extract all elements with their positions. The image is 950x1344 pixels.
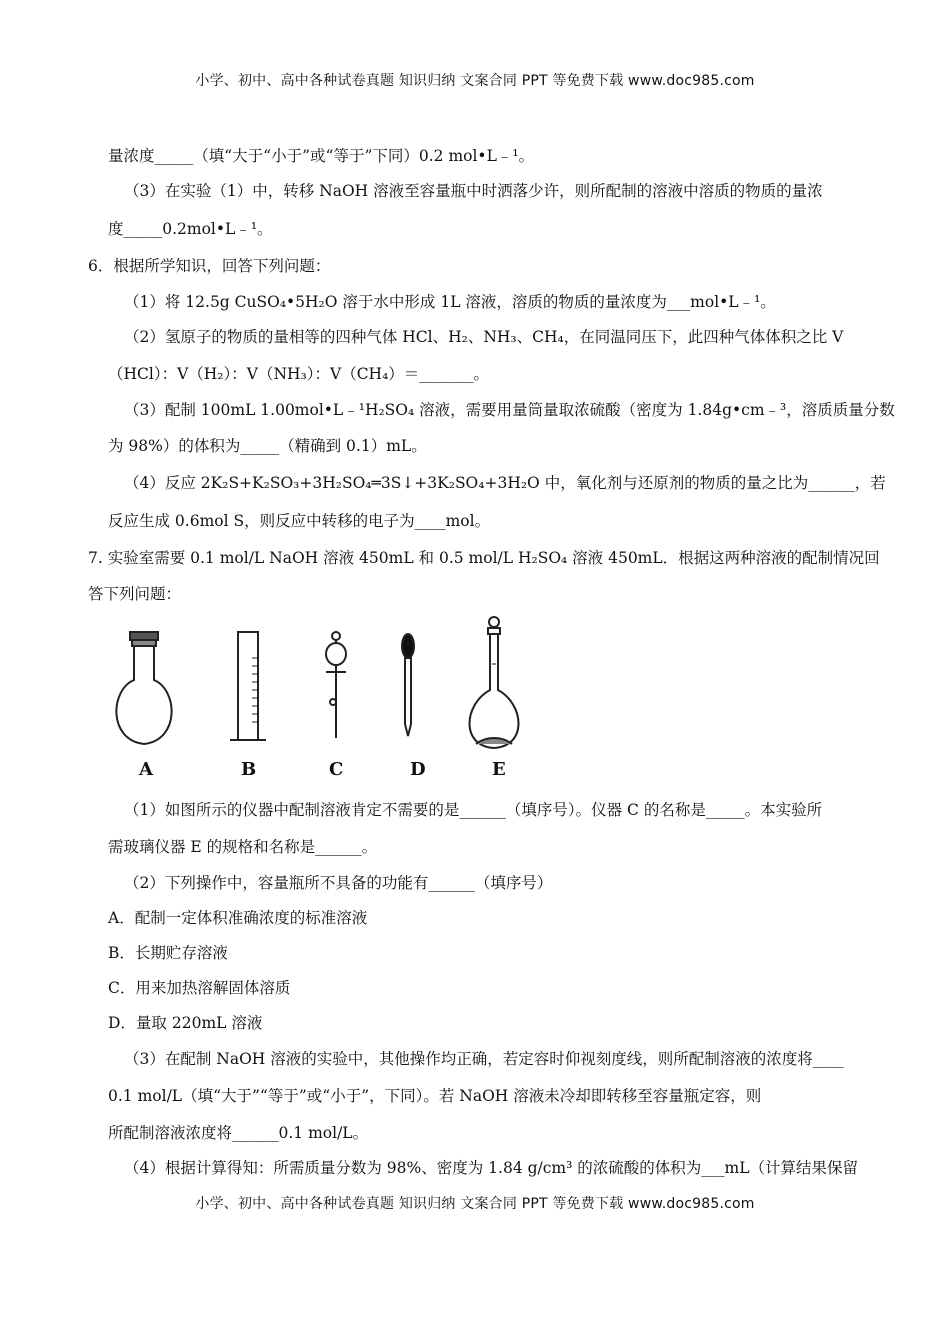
text-line: （1）如图所示的仪器中配制溶液肯定不需要的是______（填序号）。仪器 C 的名称是_____。本实验所	[124, 801, 823, 819]
question-title: 7. 实验室需要 0.1 mol/L NaOH 溶液 450mL 和 0.5 mol/L H₂SO₄ 溶液 450mL．根据这两种溶液的配制情况回	[88, 549, 880, 567]
option-c: C．用来加热溶解固体溶质	[108, 979, 291, 997]
separatory-funnel-icon	[326, 632, 346, 738]
text-line: （4）反应 2K₂S+K₂SO₃+3H₂SO₄═3S↓+3K₂SO₄+3H₂O 中，氧化剂与还原剂的物质的量之比为______，若	[124, 474, 886, 492]
figure-label-a: A	[139, 759, 153, 780]
option-a: A．配制一定体积准确浓度的标准溶液	[108, 909, 368, 927]
text-line: 反应生成 0.6mol S，则反应中转移的电子为____mol。	[108, 512, 491, 530]
figure-label-e: E	[492, 759, 506, 780]
text-line: （2）下列操作中，容量瓶所不具备的功能有______（填序号）	[124, 874, 553, 892]
text-line: 所配制溶液浓度将______0.1 mol/L。	[108, 1124, 369, 1142]
figure-label-b: B	[241, 759, 257, 780]
text-line: 答下列问题：	[88, 585, 182, 603]
lab-apparatus-figure	[100, 612, 540, 792]
text-line: （3）在配制 NaOH 溶液的实验中，其他操作均正确，若定容时仰视刻度线，则所配制溶液的浓度将____	[124, 1050, 844, 1068]
text-line: （1）将 12.5g CuSO₄•5H₂O 溶于水中形成 1L 溶液，溶质的物质的量浓度为___mol•L﹣¹。	[124, 293, 776, 311]
text-line: （2）氢原子的物质的量相等的四种气体 HCl、H₂、NH₃、CH₄，在同温同压下，此四种气体体积之比 V	[124, 328, 844, 346]
text-line: 0.1 mol/L（填“大于”“等于”或“小于”，下同）。若 NaOH 溶液未冷却即转移至容量瓶定容，则	[108, 1087, 762, 1105]
text-line: （3）在实验（1）中，转移 NaOH 溶液至容量瓶中时洒落少许，则所配制的溶液中溶质的物质的量浓	[124, 182, 823, 200]
round-flask-icon	[116, 632, 171, 744]
figure-label-c: C	[329, 759, 344, 780]
text-line: （3）配制 100mL 1.00mol•L﹣¹H₂SO₄ 溶液，需要用量筒量取浓硫酸（密度为 1.84g•cm﹣³，溶质质量分数	[124, 401, 895, 419]
text-line: 为 98%）的体积为_____（精确到 0.1）mL。	[108, 437, 427, 455]
text-line: 度_____0.2mol•L﹣¹。	[108, 220, 273, 238]
text-line: （HCl）：V（H₂）：V（NH₃）：V（CH₄）＝_______。	[108, 365, 490, 383]
text-line: 量浓度_____（填“大于“小于”或“等于”下同）0.2 mol•L﹣¹。	[108, 147, 535, 165]
option-b: B．长期贮存溶液	[108, 944, 228, 962]
apparatus-drawing	[100, 612, 540, 792]
text-line: 需玻璃仪器 E 的规格和名称是______。	[108, 838, 378, 856]
figure-label-d: D	[410, 759, 426, 780]
option-d: D．量取 220mL 溶液	[108, 1014, 263, 1032]
dropper-icon	[402, 634, 414, 736]
page-footer: 小学、初中、高中各种试卷真题 知识归纳 文案合同 PPT 等免费下载 www.doc985.com	[195, 1196, 755, 1212]
graduated-cylinder-icon	[230, 632, 266, 740]
text-line: （4）根据计算得知：所需质量分数为 98%、密度为 1.84 g/cm³ 的浓硫酸的体积为___mL（计算结果保留	[124, 1159, 859, 1177]
volumetric-flask-icon	[470, 617, 519, 748]
question-title: 6．根据所学知识，回答下列问题：	[88, 257, 331, 275]
page-header: 小学、初中、高中各种试卷真题 知识归纳 文案合同 PPT 等免费下载 www.doc985.com	[195, 73, 755, 89]
